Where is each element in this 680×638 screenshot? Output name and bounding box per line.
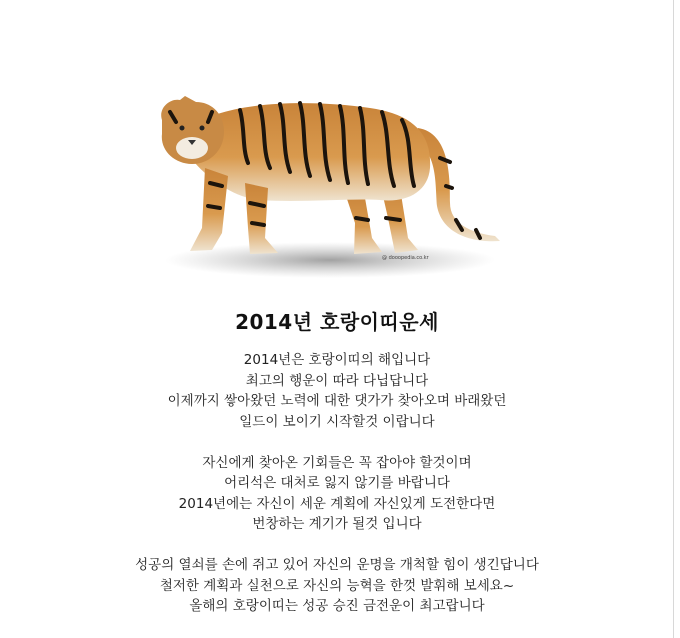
text-line: 철저한 계획과 실천으로 자신의 능혁을 한껏 발휘해 보세요~ xyxy=(159,577,515,594)
page-title: 2014년 호랑이띠운세 xyxy=(235,310,439,334)
text-line: 올해의 호랑이띠는 성공 승진 금전운이 최고랍니다 xyxy=(189,598,485,614)
paragraph-1 xyxy=(0,350,674,432)
paragraph-3 xyxy=(0,555,674,617)
text-line: 일드이 보이기 시작할것 이랍니다 xyxy=(239,413,435,430)
text-line: 2014년은 호랑이띠의 해입니다 xyxy=(243,352,431,368)
fortune-text xyxy=(0,350,674,637)
tiger-image xyxy=(150,88,520,288)
text-line: 어리석은 대처로 잃지 않기를 바랍니다 xyxy=(224,475,450,491)
text-line: 자신에게 찾아온 기회들은 꼭 잡아야 할것이며 xyxy=(202,454,472,471)
text-line: 번창하는 계기가 될것 입니다 xyxy=(252,516,422,532)
text-line: 이제까지 쌓아왔던 노력에 대한 댓가가 찾아오며 바래왔던 xyxy=(167,393,507,409)
text-line: 최고의 행운이 따라 다닙답니다 xyxy=(245,372,429,389)
paragraph-2 xyxy=(0,453,674,535)
text-line: 성공의 열쇠를 손에 쥐고 있어 자신의 운명을 개척할 힘이 생긴답니다 xyxy=(135,557,539,573)
text-line: 2014년에는 자신이 세운 계획에 자신있게 도전한다면 xyxy=(178,495,496,512)
watermark-text: @ dooopedia.co.kr xyxy=(382,255,429,261)
tiger-illustration xyxy=(150,88,520,288)
